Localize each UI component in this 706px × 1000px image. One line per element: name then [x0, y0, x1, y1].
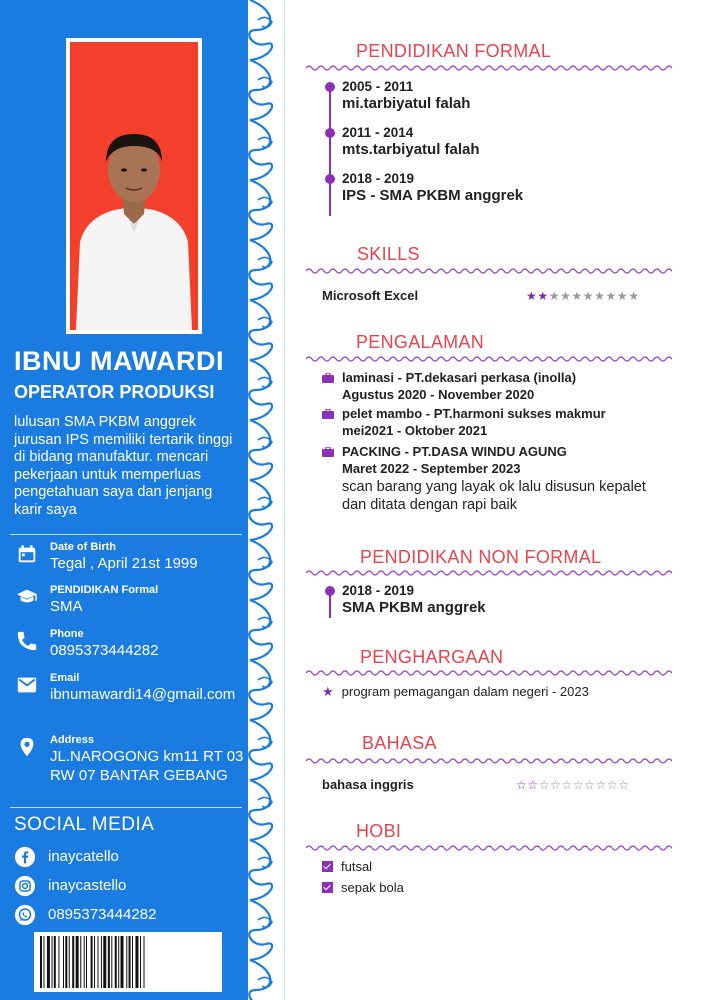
dob-label: Date of Birth [50, 541, 116, 553]
rating-star-icon: ★ [616, 289, 629, 303]
timeline-dot [325, 82, 335, 92]
experience-title: laminasi - PT.dekasari perkasa (inolla) [342, 370, 577, 385]
education-years: 2005 - 2011 [342, 79, 414, 94]
social-instagram[interactable] [14, 875, 244, 897]
rating-star-icon: ★ [605, 289, 617, 303]
award-text: program pemagangan dalam negeri - 2023 [341, 684, 589, 699]
social-whatsapp[interactable] [14, 904, 244, 926]
rating-star-icon: ☆ [572, 778, 585, 792]
instagram-handle: inaycastello [48, 877, 127, 894]
location-pin-icon [16, 736, 38, 758]
section-wave-divider [306, 568, 672, 578]
timeline-line [329, 86, 331, 216]
rating-star-icon: ☆ [527, 778, 539, 792]
rating-star-icon: ☆ [516, 778, 528, 792]
profile-photo-frame [66, 38, 202, 334]
profile-photo [70, 42, 198, 330]
section-wave-divider [306, 354, 672, 364]
rating-star-icon: ☆ [561, 778, 573, 792]
facebook-icon [14, 846, 36, 868]
rating-star-icon: ★ [537, 289, 549, 303]
experience-period: mei2021 - Oktober 2021 [342, 423, 488, 438]
dob-value: Tegal , April 21st 1999 [50, 555, 198, 572]
experience-title: PACKING - PT.DASA WINDU AGUNG [342, 444, 567, 459]
email-label: Email [50, 672, 80, 684]
experience-period: Agustus 2020 - November 2020 [342, 387, 535, 402]
formal-education-item [342, 171, 672, 205]
barcode [34, 932, 222, 992]
experience-title: pelet mambo - PT.harmoni sukses makmur [342, 406, 606, 421]
education-value: SMA [50, 598, 83, 615]
rating-star-icon: ★ [582, 289, 595, 303]
address-label: Address [50, 734, 95, 746]
section-wave-divider [306, 843, 672, 853]
rating-star-icon: ☆ [618, 778, 630, 792]
language-name: bahasa inggris [322, 777, 414, 792]
education-school: mts.tarbiyatul falah [342, 141, 480, 158]
section-title-nonformal-education: PENDIDIKAN NON FORMAL [360, 547, 602, 567]
rating-star-icon: ★ [628, 289, 640, 303]
rating-star-icon: ☆ [595, 778, 607, 792]
section-title-awards: PENGHARGAAN [360, 647, 504, 667]
whatsapp-icon [14, 904, 36, 926]
full-name: IBNU MAWARDI [14, 346, 224, 376]
formal-education-item [342, 125, 672, 159]
award-item [322, 684, 589, 700]
calendar-icon [16, 543, 38, 565]
rating-star-icon: ☆ [606, 778, 619, 792]
sidebar [0, 0, 248, 1000]
education-school: SMA PKBM anggrek [342, 599, 486, 616]
formal-education-item [342, 79, 672, 113]
decorative-ornament [248, 0, 282, 1000]
hobby-text: futsal [341, 859, 373, 874]
social-facebook[interactable] [14, 846, 244, 868]
section-wave-divider [306, 266, 672, 276]
facebook-handle: inaycatello [48, 848, 119, 865]
section-title-experience: PENGALAMAN [356, 332, 485, 352]
column-divider [284, 0, 285, 1000]
timeline-dot [325, 128, 335, 138]
rating-star-icon: ★ [548, 289, 561, 303]
whatsapp-number: 0895373444282 [48, 906, 157, 923]
phone-value[interactable]: 0895373444282 [50, 642, 159, 659]
section-wave-divider [306, 63, 672, 73]
education-years: 2018 - 2019 [342, 171, 415, 186]
phone-icon [16, 630, 38, 652]
language-rating [516, 778, 630, 792]
instagram-icon [14, 875, 36, 897]
hobby-text: sepak bola [341, 880, 404, 895]
rating-star-icon: ★ [571, 289, 583, 303]
section-wave-divider [306, 756, 672, 766]
sidebar-divider [10, 534, 242, 535]
section-title-language: BAHASA [362, 733, 437, 753]
education-school: mi.tarbiyatul falah [342, 95, 471, 112]
person-figure-icon [70, 42, 198, 330]
rating-star-icon: ☆ [550, 778, 562, 792]
barcode-icon [38, 936, 218, 988]
address-value: JL.NAROGONG km11 RT 03 RW 07 BANTAR GEBANG [50, 748, 244, 784]
experience-period: Maret 2022 - September 2023 [342, 461, 521, 476]
social-media-title: SOCIAL MEDIA [14, 814, 155, 835]
rating-star-icon: ★ [560, 289, 572, 303]
section-title-formal-education: PENDIDIKAN FORMAL [356, 41, 552, 61]
rating-star-icon: ☆ [538, 778, 551, 792]
briefcase-icon [322, 447, 334, 457]
nonformal-education-item [342, 583, 672, 617]
graduation-cap-icon [16, 586, 38, 608]
rating-star-icon: ☆ [584, 778, 596, 792]
education-school: IPS - SMA PKBM anggrek [342, 187, 524, 204]
section-wave-divider [306, 668, 672, 678]
hobby-item [322, 859, 372, 874]
briefcase-icon [322, 373, 334, 383]
email-value[interactable]: ibnumawardi14@gmail.com [50, 686, 236, 703]
rating-star-icon: ★ [526, 289, 538, 303]
job-title: OPERATOR PRODUKSI [14, 382, 215, 402]
profile-summary: lulusan SMA PKBM anggrek jurusan IPS memiliki tertarik tinggi di bidang manufaktur. mencari pekerjaan untuk memperluas pengetahuan saya dan jenjang karir saya [14, 414, 233, 518]
skill-rating [526, 289, 640, 303]
star-icon: ★ [322, 684, 334, 699]
phone-label: Phone [50, 628, 84, 640]
briefcase-icon [322, 409, 334, 419]
education-years: 2018 - 2019 [342, 583, 415, 598]
timeline-dot [325, 586, 335, 596]
section-title-hobby: HOBI [356, 821, 402, 841]
education-label: PENDIDIKAN Formal [50, 584, 159, 596]
experience-description: scan barang yang layak ok lalu disusun kepalet dan ditata dengan rapi baik [342, 479, 646, 513]
checkbox-icon [322, 861, 333, 872]
education-years: 2011 - 2014 [342, 125, 414, 140]
checkbox-icon [322, 882, 333, 893]
mail-icon [16, 674, 38, 696]
rating-star-icon: ★ [594, 289, 606, 303]
hobby-item [322, 880, 404, 895]
section-title-skills: SKILLS [357, 244, 420, 264]
timeline-dot [325, 174, 335, 184]
sidebar-divider [10, 807, 242, 808]
skill-name: Microsoft Excel [322, 288, 419, 303]
